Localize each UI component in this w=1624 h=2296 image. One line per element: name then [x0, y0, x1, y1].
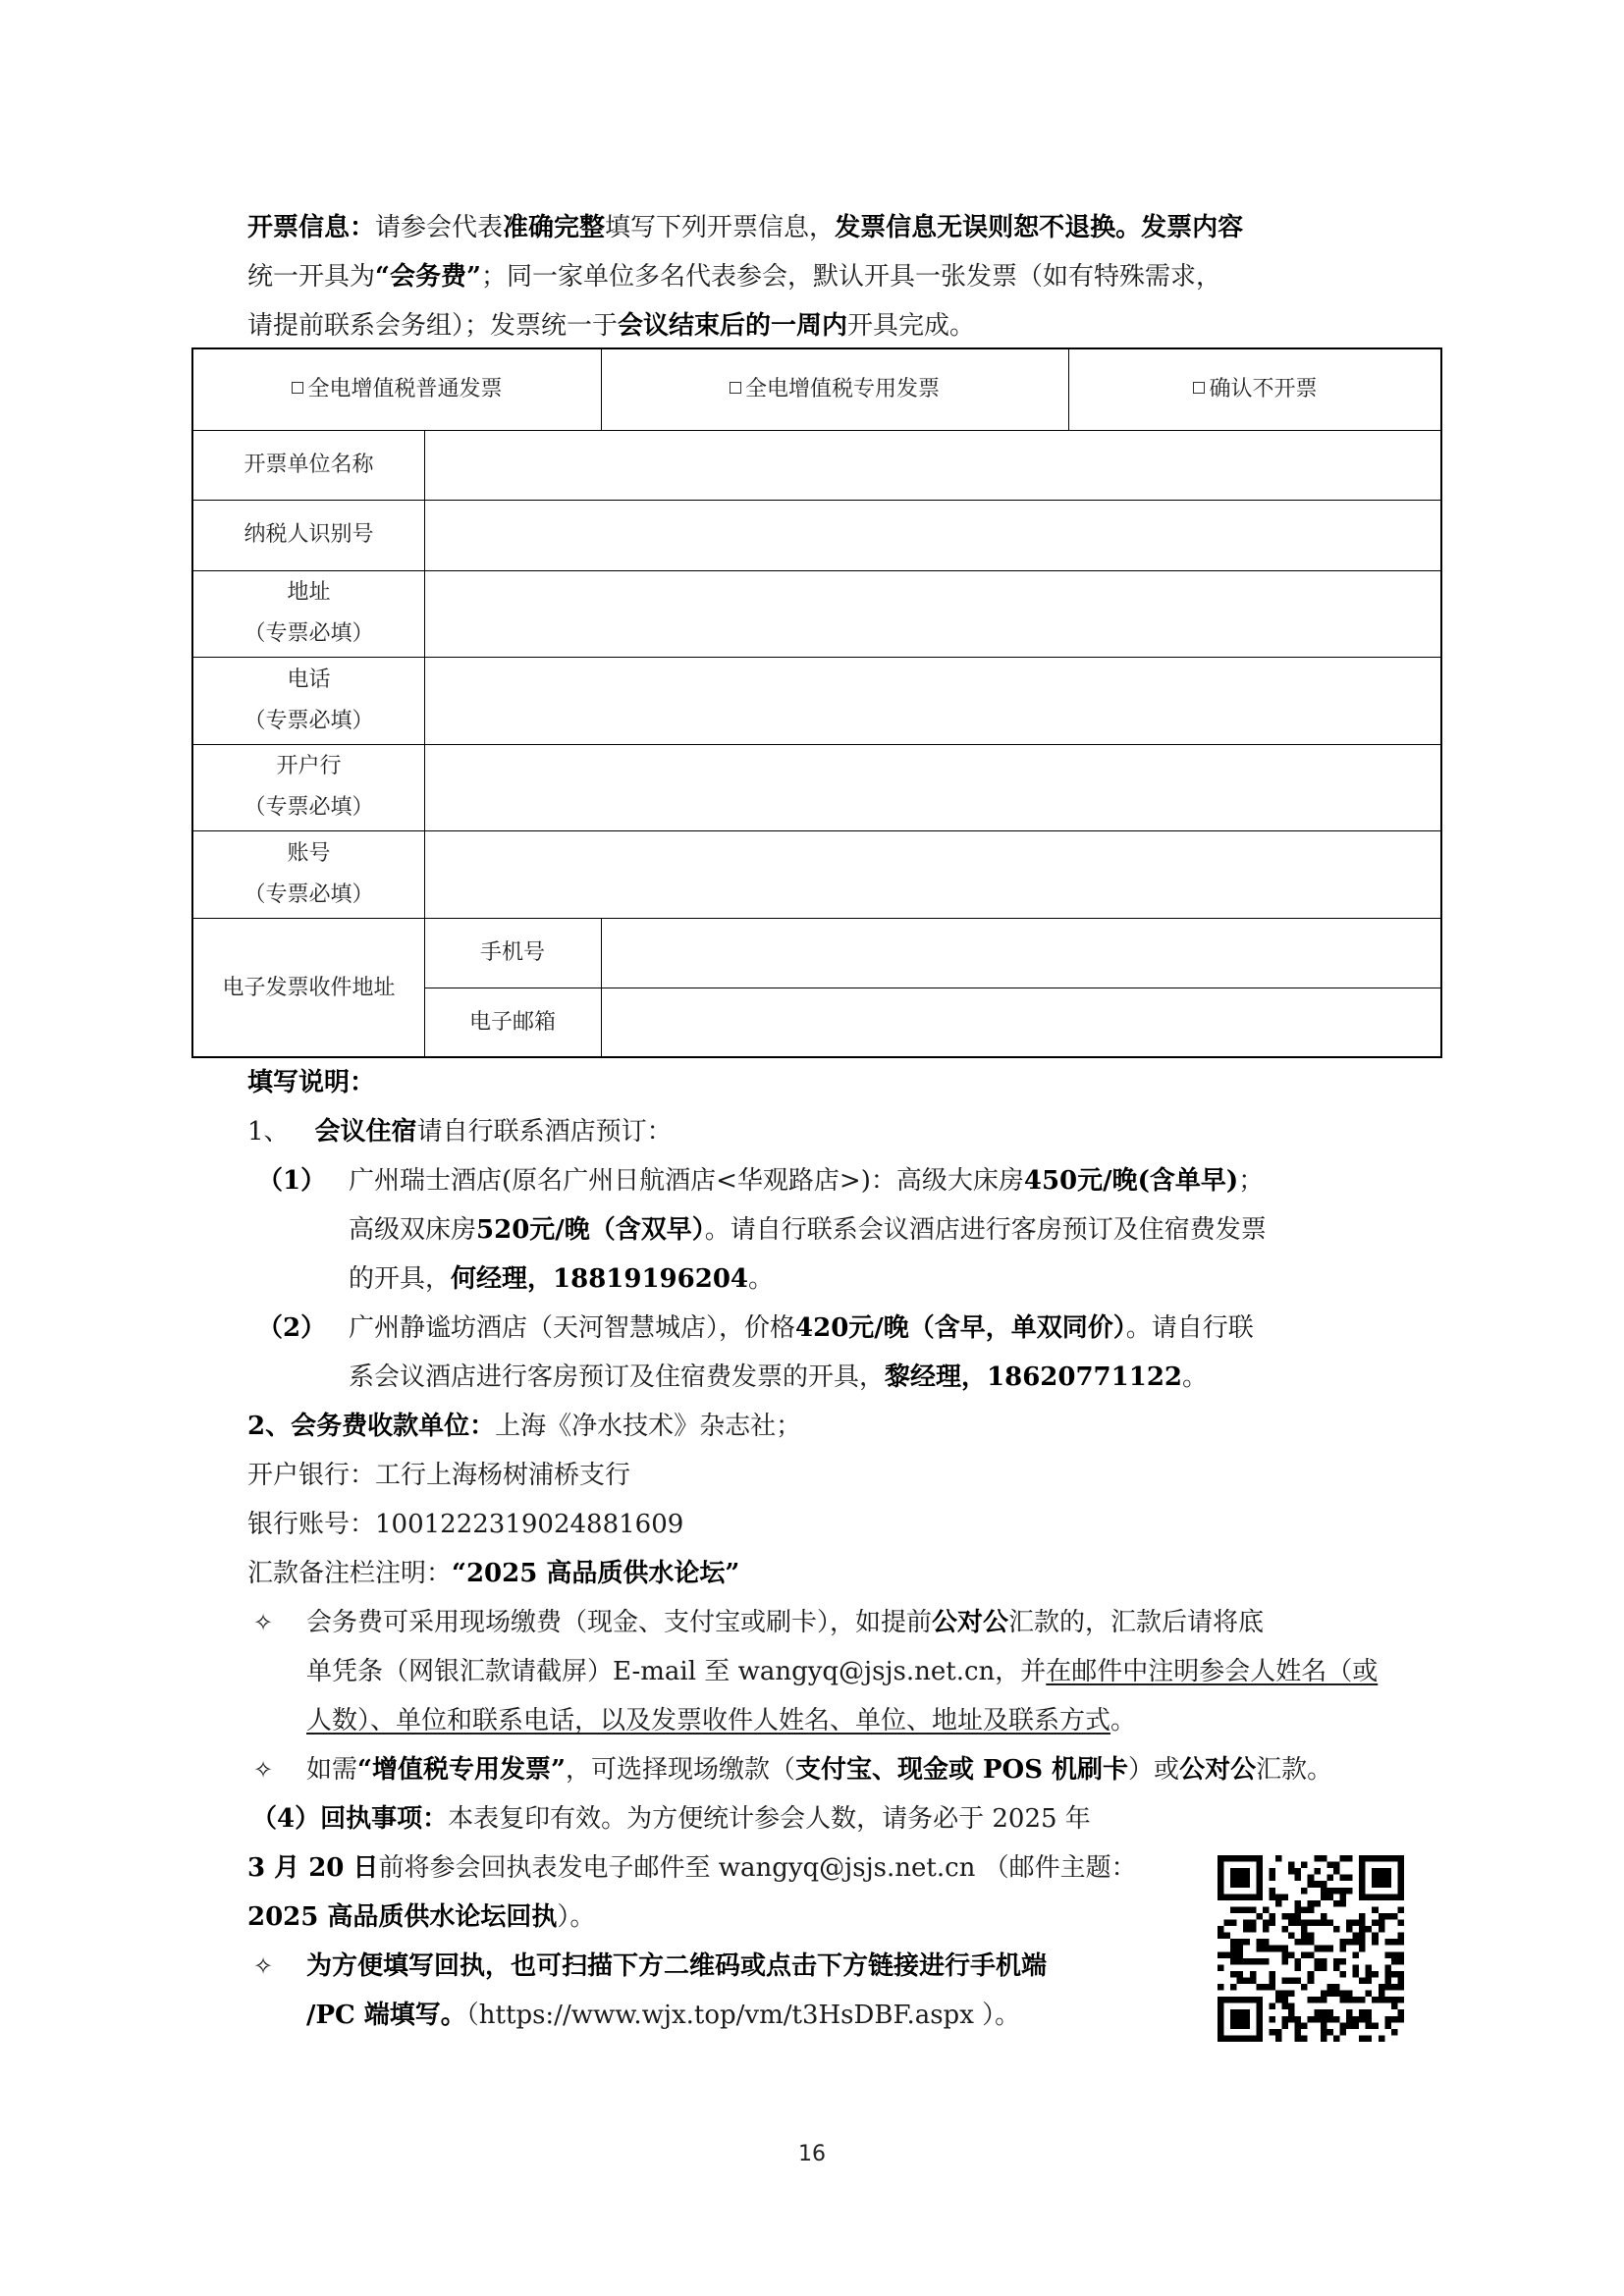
bullet-icon: ✧ [253, 1756, 274, 1784]
tax-id-field[interactable] [426, 502, 1440, 569]
note-1: 1、 会议住宿请自行联系酒店预订： [247, 1117, 673, 1147]
bullet-2: 如需“增值税专用发票”，可选择现场缴款（支付宝、现金或 POS 机刷卡）或公对公汇款。 [306, 1755, 1333, 1785]
account-field[interactable] [426, 832, 1440, 917]
option-label: 全电增值税普通发票 [307, 377, 503, 401]
phone-field[interactable] [426, 659, 1440, 743]
checkbox-icon[interactable] [1193, 382, 1205, 394]
hotel-1-line-3: 的开具，何经理，18819196204。 [349, 1264, 775, 1294]
receipt-notes-line-2: 3 月 20 日前将参会回执表发电子邮件至 wangyq@jsjs.net.cn （邮件主题： [247, 1853, 1137, 1883]
label-account: 账号 （专票必填） [193, 830, 424, 918]
intro-text: 请参会代表 [375, 213, 504, 242]
receipt-notes-line-3: 2025 高品质供水论坛回执）。 [247, 1902, 596, 1932]
label-email: 电子邮箱 [468, 1010, 556, 1035]
hotel-2-number: （2） [257, 1313, 327, 1343]
label-phone: 电话 （专票必填） [193, 657, 424, 744]
label-company-name: 开票单位名称 [244, 452, 374, 477]
bullet-1-line-2: 单凭条（网银汇款请截屏）E-mail 至 wangyq@jsjs.net.cn，并在邮件中注明参会人姓名（或 [306, 1657, 1379, 1686]
option-special-invoice[interactable] [601, 349, 1068, 430]
bank-field[interactable] [426, 746, 1440, 829]
address-field[interactable] [426, 572, 1440, 656]
option-label: 全电增值税专用发票 [744, 377, 940, 401]
label-einvoice-address: 电子发票收件地址 [222, 975, 396, 1000]
company-name-field[interactable] [426, 432, 1440, 499]
remittance-remark: 汇款备注栏注明：“2025 高品质供水论坛” [247, 1559, 740, 1588]
notes-title: 填写说明： [247, 1068, 376, 1097]
hotel-1-line-2: 高级双床房520元/晚（含双早）。请自行联系会议酒店进行客房预订及住宿费发票 [349, 1215, 1267, 1245]
bullet-1-line-1: 会务费可采用现场缴费（现金、支付宝或刷卡），如提前公对公汇款的，汇款后请将底 [306, 1608, 1265, 1637]
required-note: （专票必填） [244, 881, 374, 907]
bank-account: 银行账号：1001222319024881609 [247, 1510, 684, 1539]
invoice-table [191, 347, 1442, 1058]
checkbox-icon[interactable] [730, 382, 741, 394]
required-note: （专票必填） [244, 621, 374, 646]
intro-text: 统一开具为 [247, 262, 376, 292]
mobile-field[interactable] [603, 920, 1440, 987]
note-number: 1、 [247, 1117, 290, 1147]
note-2: 2、会务费收款单位：上海《净水技术》杂志社； [247, 1412, 802, 1441]
bullet-icon: ✧ [253, 1952, 274, 1980]
option-no-invoice[interactable] [1068, 349, 1442, 430]
hotel-1-number: （1） [257, 1166, 327, 1196]
intro-label: 开票信息： [247, 213, 376, 242]
hotel-2-line-2: 系会议酒店进行客房预订及住宿费发票的开具，黎经理，18620771122。 [349, 1362, 1209, 1392]
page-number: 16 [798, 2142, 826, 2166]
intro-line-2 [247, 257, 1221, 296]
survey-link[interactable]: （https://www.wjx.top/vm/t3HsDBF.aspx ）。 [465, 2001, 1021, 2030]
bullet-3-line-1: 为方便填写回执，也可扫描下方二维码或点击下方链接进行手机端 [306, 1951, 1048, 1981]
bank-name: 开户银行：工行上海杨树浦桥支行 [247, 1461, 631, 1490]
required-note: （专票必填） [244, 795, 374, 820]
qr-code-icon[interactable] [1218, 1855, 1404, 2042]
bullet-1-line-3: 人数）、单位和联系电话，以及发票收件人姓名、单位、地址及联系方式。 [306, 1706, 1137, 1735]
hotel-2-line-1: 广州静谧坊酒店（天河智慧城店），价格420元/晚（含早，单双同价）。请自行联 [349, 1313, 1254, 1343]
intro-text: 开具完成。 [847, 311, 976, 341]
label-tax-id: 纳税人识别号 [244, 522, 374, 547]
option-label: 确认不开票 [1209, 377, 1318, 401]
option-general-invoice[interactable] [193, 349, 601, 430]
intro-emphasis: “会务费” [375, 262, 481, 292]
label-mobile: 手机号 [479, 939, 545, 965]
hotel-1-line-1: 广州瑞士酒店(原名广州日航酒店<华观路店>)：高级大床房450元/晚(含单早)； [349, 1166, 1265, 1196]
checkbox-icon[interactable] [292, 382, 303, 394]
bullet-icon: ✧ [253, 1609, 274, 1636]
intro-emphasis: 准确完整 [503, 213, 606, 242]
label-bank: 开户行 （专票必填） [193, 744, 424, 830]
bullet-3-line-2: /PC 端填写。（https://www.wjx.top/vm/t3HsDBF.aspx ）。 [306, 2001, 1021, 2030]
intro-text: 请提前联系会务组）；发票统一于 [247, 311, 619, 341]
intro-text: 填写下列开票信息， [605, 213, 836, 242]
label-address: 地址 （专票必填） [193, 570, 424, 657]
receipt-notes-line-1: （4）回执事项：本表复印有效。为方便统计参会人数，请务必于 2025 年 [251, 1804, 1091, 1834]
intro-text: ；同一家单位多名代表参会，默认开具一张发票（如有特殊需求， [480, 262, 1221, 292]
intro-line-1 [247, 208, 1243, 247]
required-note: （专票必填） [244, 708, 374, 733]
email-field[interactable] [603, 989, 1440, 1056]
intro-line-3 [247, 306, 975, 346]
intro-emphasis: 发票信息无误则恕不退换。发票内容 [835, 213, 1244, 242]
intro-emphasis: 会议结束后的一周内 [618, 311, 848, 341]
